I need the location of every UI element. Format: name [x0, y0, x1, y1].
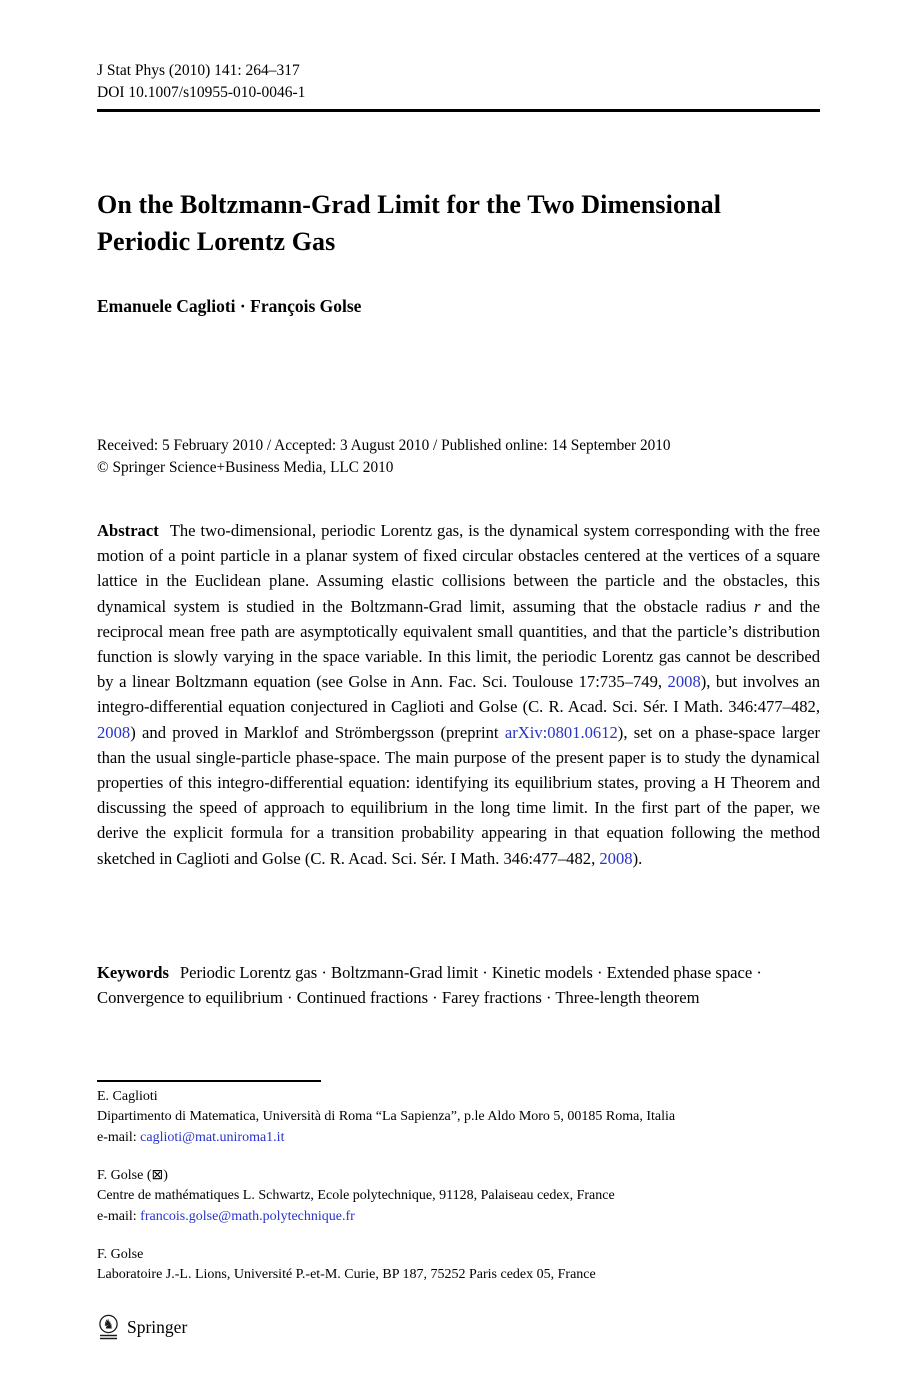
footnote-email-line — [97, 1207, 820, 1227]
text-segment: The two-dimensional, periodic Lorentz gas, is the dynamical system corresponding with the free motion of a point particle in a planar system of fixed circular obstacles centered at the vertices of a square lattice in the Euclidean plane. Assuming elastic collisions between the particle and the obstacles, this dynamical system is studied in the Boltzmann-Grad limit, assuming that the obstacle radius — [97, 521, 820, 616]
abstract-text — [97, 521, 820, 868]
footnote-email-line — [97, 1128, 820, 1148]
text-segment: r — [753, 596, 761, 616]
citation-link[interactable]: arXiv:0801.0612 — [504, 722, 618, 742]
citation-link[interactable]: 2008 — [599, 848, 633, 868]
received-accepted-published: Received: 5 February 2010 / Accepted: 3 August 2010 / Published online: 14 September 2010 — [97, 437, 671, 454]
footnote-affiliation: Centre de mathématiques L. Schwartz, Ecole polytechnique, 91128, Palaiseau cedex, France — [97, 1188, 615, 1204]
footnote-author: E. Caglioti — [97, 1089, 158, 1104]
footnote-golse-corresponding — [97, 1166, 820, 1227]
header-rule — [97, 109, 820, 112]
footnote-caglioti — [97, 1087, 820, 1148]
footnote-rule — [97, 1080, 321, 1082]
text-segment: ). — [632, 848, 643, 868]
citation-link[interactable]: 2008 — [97, 722, 131, 742]
email-label: e-mail: — [97, 1208, 141, 1224]
text-segment: ) and proved in Marklof and Strömbergsson (preprint — [130, 722, 505, 742]
keywords — [97, 960, 802, 1010]
abstract — [97, 518, 820, 871]
article-history — [97, 435, 820, 478]
email-link-golse[interactable]: francois.golse@math.polytechnique.fr — [140, 1208, 355, 1224]
publisher-footer — [97, 1314, 820, 1341]
footnote-golse-second — [97, 1245, 820, 1286]
journal-reference: J Stat Phys (2010) 141: 264–317 — [97, 62, 300, 79]
keywords-label: Keywords — [97, 963, 169, 982]
authors-line: Emanuele Caglioti · François Golse — [97, 296, 362, 316]
text-segment: ), set on a phase-space larger than the usual single-particle phase-space. The main purpose of the present paper is to study the dynamical properties of this integro-differential equation: identifying its equilibrium states, proving a H Theorem and discussing the speed of approach to equilibrium in the long time limit. In the first part of the paper, we derive the explicit formula for a transition probability appearing in that equation following the method sketched in Caglioti and Golse (C. R. Acad. Sci. Sér. I Math. 346:477–482, — [97, 722, 821, 868]
publisher-name: Springer — [127, 1317, 188, 1337]
citation-link[interactable]: 2008 — [667, 672, 701, 692]
page-title: On the Boltzmann-Grad Limit for the Two Dimensional Periodic Lorentz Gas — [97, 190, 722, 256]
email-link-caglioti[interactable]: caglioti@mat.uniroma1.it — [140, 1129, 285, 1145]
email-label: e-mail: — [97, 1129, 141, 1145]
svg-text:♞: ♞ — [102, 1317, 115, 1333]
footnote-affiliation: Laboratoire J.-L. Lions, Université P.-et-M. Curie, BP 187, 75252 Paris cedex 05, France — [97, 1267, 596, 1283]
copyright-line: © Springer Science+Business Media, LLC 2010 — [97, 458, 394, 476]
footnote-author: F. Golse — [97, 1247, 144, 1262]
keywords-text: Periodic Lorentz gas · Boltzmann-Grad limit · Kinetic models · Extended phase space · Convergence to equilibrium · Continued fractions · Farey fractions · Three-length theorem — [97, 963, 762, 1008]
doi: DOI 10.1007/s10955-010-0046-1 — [97, 84, 306, 101]
abstract-label: Abstract — [97, 521, 159, 540]
running-head — [97, 60, 820, 104]
footnote-affiliation: Dipartimento di Matematica, Università di Roma “La Sapienza”, p.le Aldo Moro 5, 00185 Roma, Italia — [97, 1109, 676, 1125]
text-segment: ), but involves an integro-differential equation conjectured in Caglioti and Golse (C. R. Acad. Sci. Sér. I Math. 346:477–482, — [97, 672, 821, 717]
text-segment: and the reciprocal mean free path are asymptotically equivalent small quantities, and that the particle’s distribution function is slowly varying in the space variable. In this limit, the periodic Lorentz gas cannot be described by a linear Boltzmann equation (see Golse in Ann. Fac. Sci. Toulouse 17:735–749, — [97, 596, 821, 692]
springer-knight-icon — [97, 1314, 120, 1341]
footnote-author: F. Golse (⊠) — [97, 1168, 168, 1183]
